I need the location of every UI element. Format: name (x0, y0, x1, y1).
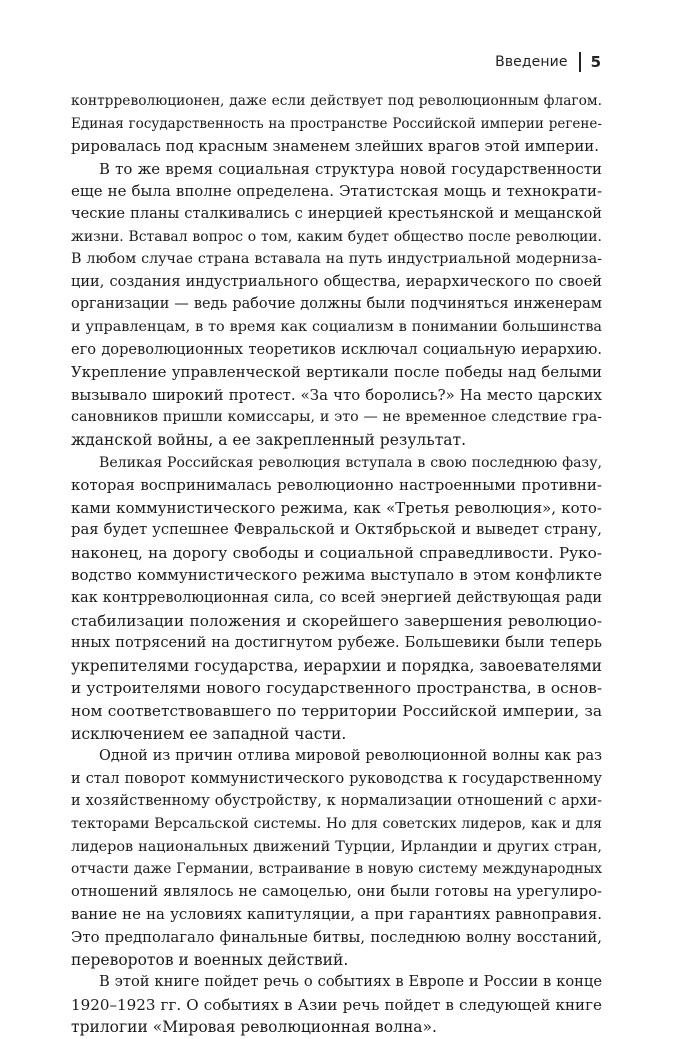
running-header (495, 50, 601, 74)
text-line: отношений являлось не самоцелью, они были готовы на урегулиро- (71, 882, 602, 900)
text-line: В то же время социальная структура новой государственности (99, 159, 602, 178)
text-line: рая будет успешнее Февральской и Октябрьской и выведет страну, (71, 521, 602, 539)
paragraph (71, 452, 602, 746)
text-line: В этой книге пойдет речь о событиях в Европе и России в конце (99, 973, 602, 991)
text-line: нных потрясений на достигнутом рубеже. Большевики были теперь (71, 634, 602, 652)
text-line: и стал поворот коммунистического руководства к государственному (71, 770, 602, 787)
paragraph (71, 745, 602, 971)
text-line: и управленцам, в то время как социализм в понимании большинства (71, 318, 602, 335)
text-line: 1920–1923 гг. О событиях в Азии речь пойдет в следующей книге (71, 995, 602, 1014)
paragraph (71, 971, 602, 1039)
text-line: жизни. Вставал вопрос о том, каким будет общество после революции. (71, 228, 602, 245)
text-line: наконец, на дорогу свободы и социальной справедливости. Руко- (71, 543, 602, 562)
text-line: Одной из причин отлива мировой революционной волны как раз (99, 748, 602, 765)
text-line: укрепителями государства, иерархии и порядка, завоевателями (71, 656, 602, 675)
text-line: Укрепление управленческой вертикали после победы над белыми (71, 363, 602, 382)
section-title: Введение (495, 54, 568, 70)
text-line: вызывало широкий протест. «За что боролись?» На место царских (71, 385, 602, 404)
text-line: и устроителями нового государственного пространства, в основ- (71, 679, 602, 698)
text-line: текторами Версальской системы. Но для советских лидеров, как и для (71, 816, 602, 832)
text-line: лидеров национальных движений Турции, Ирландии и других стран, (71, 838, 602, 855)
paragraph (71, 158, 602, 452)
text-line: контрреволюционен, даже если действует под революционным флагом. (71, 93, 602, 109)
text-line: отчасти даже Германии, встраивание в новую систему международных (71, 861, 602, 878)
text-line: и хозяйственному обустройству, к нормализации отношений с архи- (71, 793, 602, 810)
text-line: ческие планы сталкивались с инерцией крестьянской и мещанской (71, 204, 602, 222)
text-line: стабилизации положения и скорейшего завершения революцио- (71, 611, 602, 630)
text-line: его дореволюционных теоретиков исключал социальную иерархию. (71, 340, 602, 358)
text-line: В любом случае страна вставала на путь индустриальной модернизa- (71, 251, 602, 268)
text-line: ном соответствовавшего по территории Российской империи, за (71, 702, 602, 721)
text-line: Великая Российская революция вступала в свою последнюю фазу, (99, 454, 602, 471)
text-line: исключением ее западной части. (71, 724, 347, 743)
text-line: Единая государственность на пространстве Российской империи регене- (71, 115, 602, 132)
text-line: еще не была вполне определена. Этатистская мощь и технократи- (71, 182, 602, 201)
paragraph (71, 90, 602, 158)
body-text (71, 90, 602, 1039)
text-line: сановников пришли комиссары, и это — не временное следствие гра- (71, 409, 602, 426)
header-divider (579, 52, 581, 72)
text-line: которая воспринималась революционно настроенными противни- (71, 476, 602, 495)
text-line: как контрреволюционная сила, со всей энергией действующая ради (71, 590, 602, 607)
text-line: водство коммунистического режима выступало в этом конфликте (71, 566, 602, 585)
text-line: ками коммунистического режима, как «Третья революция», кото- (71, 498, 602, 517)
text-line: Это предполагало финальные битвы, последнюю волну восстаний, (71, 927, 602, 946)
text-line: переворотов и военных действий. (71, 950, 349, 969)
page-number: 5 (590, 53, 601, 71)
text-line: вание не на условиях капитуляции, а при гарантиях равноправия. (71, 905, 602, 924)
text-line: жданской войны, а ее закрепленный результат. (71, 430, 467, 449)
text-line: ции, создания индустриального общества, иерархического по своей (71, 272, 602, 290)
text-line: трилогии «Мировая революционная волна». (71, 1018, 437, 1037)
text-line: организации — ведь рабочие должны были подчиняться инженерам (71, 296, 602, 313)
text-line: рировалась под красным знаменем злейших врагов этой империи. (71, 137, 599, 156)
